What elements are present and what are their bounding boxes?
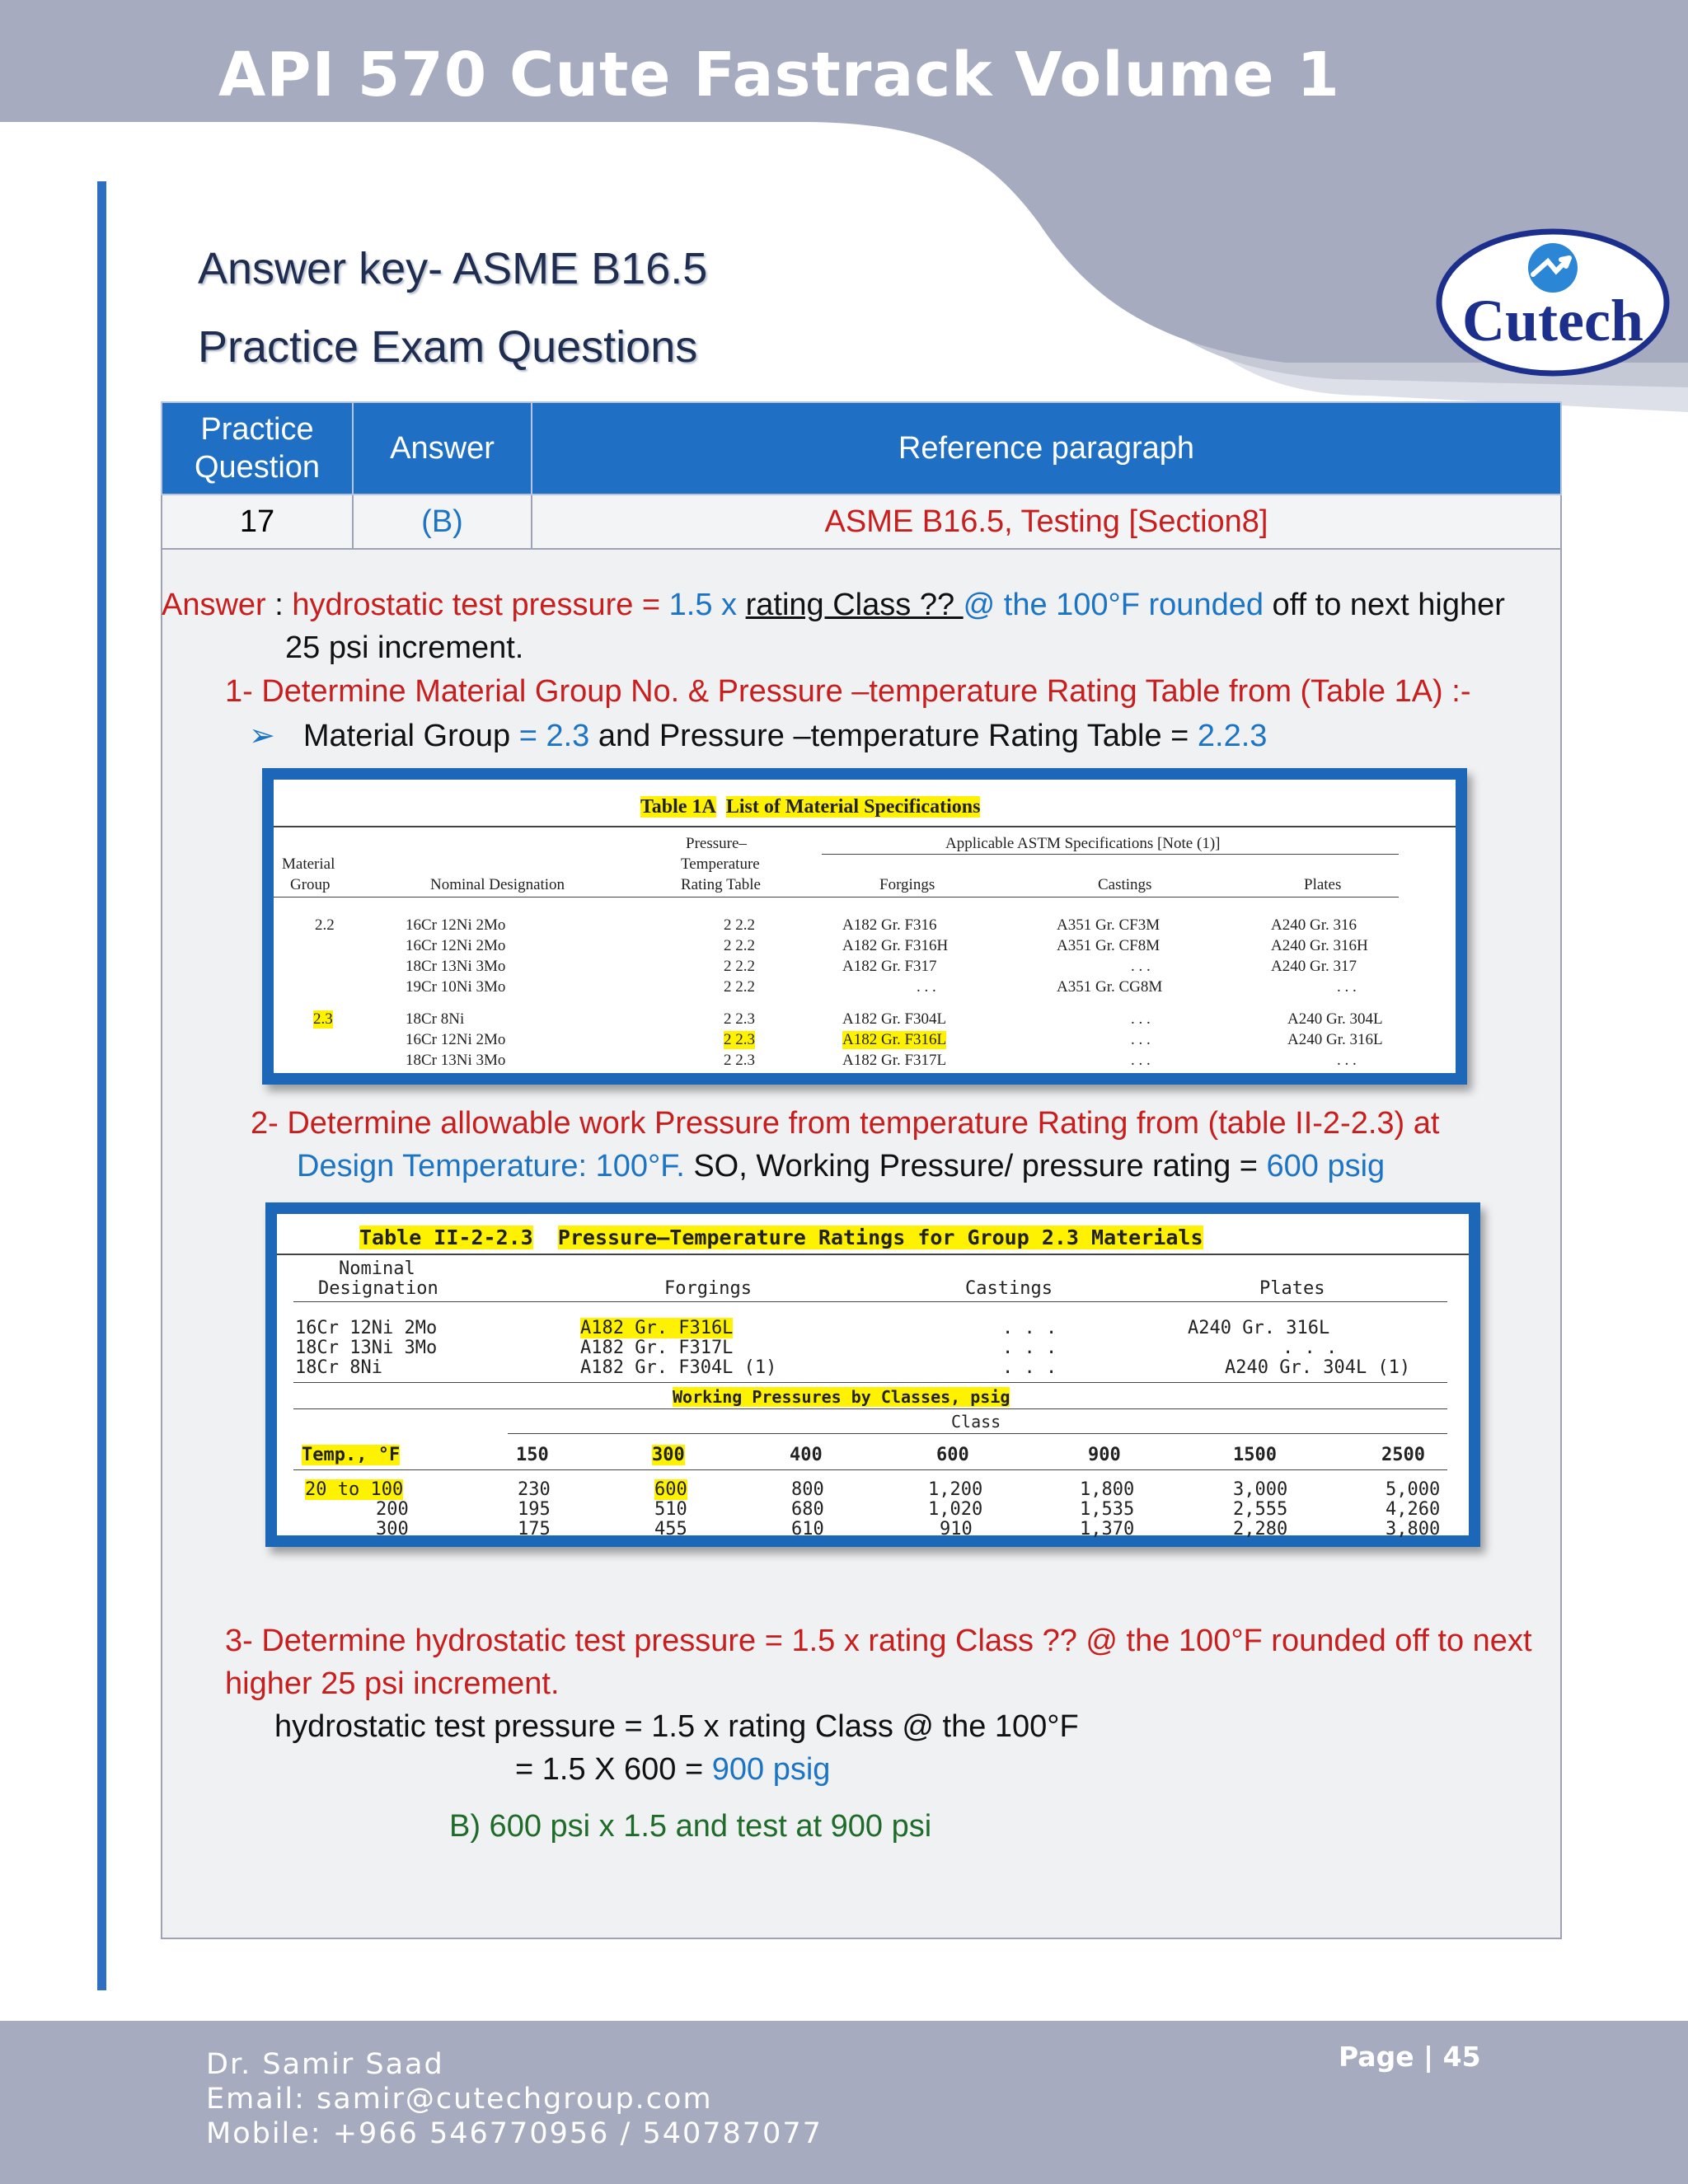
- step-2-working-pressure-label: SO, Working Pressure/ pressure rating =: [684, 1149, 1267, 1183]
- table-1a-col-astm: Applicable ASTM Specifications [Note (1)]: [945, 835, 1221, 852]
- t2-m1-forg: A182 Gr. F316L: [580, 1318, 734, 1338]
- step-1-result: [249, 717, 1267, 754]
- t2-r3-v900: 1,370: [1080, 1519, 1135, 1540]
- table-2-top-rule: [277, 1254, 1469, 1255]
- t1a-r1-table: 2 2.2: [724, 916, 755, 934]
- table-1a-title-number: Table 1A: [640, 796, 716, 818]
- t2-class-400: 400: [790, 1445, 823, 1465]
- t1a-r4-plate: . . .: [1337, 978, 1357, 996]
- t2-m3-plate: A240 Gr. 304L (1): [1225, 1357, 1411, 1378]
- t1a-r6-plate: A240 Gr. 316L: [1287, 1031, 1383, 1048]
- left-accent-bar: [97, 181, 106, 1990]
- step-1-table-value: 2.2.3: [1197, 719, 1268, 753]
- t1a-r7-cast: . . .: [1131, 1052, 1151, 1069]
- step-3-heading-line-2: higher 25 psi increment.: [225, 1666, 560, 1701]
- t2-r2-v2500: 4,260: [1386, 1499, 1441, 1520]
- t1a-r3-forg: A182 Gr. F317: [842, 958, 937, 975]
- t2-m2-cast: . . .: [1002, 1338, 1057, 1358]
- table-ii-2-2-3-image: [265, 1202, 1480, 1547]
- calc-result: 900 psig: [711, 1752, 831, 1787]
- t2-class-1500: 1500: [1233, 1445, 1277, 1465]
- table-1a-col-ptrt-3: Rating Table: [681, 876, 761, 893]
- t1a-r3-nom: 18Cr 13Ni 3Mo: [406, 958, 506, 975]
- t2-m2-forg: A182 Gr. F317L: [580, 1338, 734, 1358]
- t1a-r6-forg: A182 Gr. F316L: [842, 1031, 947, 1048]
- header-question-label: Question: [194, 450, 321, 485]
- table-2-temp-label: Temp., °F: [302, 1445, 401, 1465]
- t1a-r2-plate: A240 Gr. 316H: [1271, 937, 1368, 954]
- t1a-r4-forg: . . .: [917, 978, 936, 996]
- t2-m1-cast: . . .: [1002, 1318, 1057, 1338]
- step-1-material-group-label: Material Group: [302, 719, 519, 753]
- step-2-working-pressure-value: 600 psig: [1266, 1149, 1386, 1183]
- table-1a-title-text: List of Material Specifications: [725, 796, 981, 818]
- table-2-class-rule: [508, 1433, 1447, 1434]
- answer-table-header-row: [162, 402, 1561, 494]
- t1a-r5-cast: . . .: [1131, 1010, 1151, 1028]
- t1a-r1-forg: A182 Gr. F316: [842, 916, 937, 934]
- answer-temperature: @ the 100°F rounded: [963, 588, 1273, 622]
- table-2-col-forgings: Forgings: [664, 1278, 752, 1299]
- t2-m2-nom: 18Cr 13Ni 3Mo: [295, 1338, 438, 1358]
- table-1a-group-2-2: 2.2: [315, 916, 335, 934]
- t1a-r4-table: 2 2.2: [724, 978, 755, 996]
- t2-r1-v400: 800: [791, 1479, 824, 1500]
- t1a-r2-cast: A351 Gr. CF8M: [1057, 937, 1160, 954]
- table-2-header-rule: [293, 1301, 1447, 1302]
- table-2-title-number: Table II-2-2.3: [359, 1226, 533, 1249]
- step-1-table-label: and Pressure –temperature Rating Table =: [589, 719, 1198, 753]
- answer-rating-class: rating Class ??: [745, 588, 964, 622]
- t2-r2-v150: 195: [518, 1499, 551, 1520]
- t2-r2-v600: 1,020: [928, 1499, 983, 1520]
- calc-line-1: hydrostatic test pressure = 1.5 x rating Class @ the 100°F: [274, 1709, 1079, 1744]
- t1a-r1-nom: 16Cr 12Ni 2Mo: [406, 916, 506, 934]
- t1a-r5-nom: 18Cr 8Ni: [406, 1010, 465, 1028]
- final-answer: B) 600 psi x 1.5 and test at 900 psi: [449, 1809, 932, 1844]
- t2-r3-v1500: 2,280: [1233, 1519, 1288, 1540]
- t2-r1-v300: 600: [654, 1479, 687, 1500]
- t2-r3-v300: 455: [654, 1519, 687, 1540]
- t2-m3-nom: 18Cr 8Ni: [295, 1357, 382, 1378]
- heading-practice-exam: Practice Exam Questions: [198, 322, 698, 372]
- t2-r2-v400: 680: [791, 1499, 824, 1520]
- t1a-r3-plate: A240 Gr. 317: [1271, 958, 1357, 975]
- table-1a-title: [640, 796, 980, 818]
- step-2-heading: 2- Determine allowable work Pressure from temperature Rating from (table II-2-2.3) at: [251, 1106, 1440, 1141]
- table-1a-group-2-3: 2.3: [313, 1010, 333, 1028]
- t2-m2-plate: . . .: [1282, 1338, 1338, 1358]
- header-answer: Answer: [353, 402, 532, 494]
- answer-line-1: [162, 588, 1505, 623]
- t2-m1-plate: A240 Gr. 316L: [1188, 1318, 1330, 1338]
- table-2-col-plates: Plates: [1259, 1278, 1325, 1299]
- t2-r3-v2500: 3,800: [1386, 1519, 1441, 1540]
- calc-expression: = 1.5 X 600 =: [515, 1752, 712, 1787]
- t1a-r5-forg: A182 Gr. F304L: [842, 1010, 947, 1028]
- table-2-col-designation: Designation: [318, 1278, 438, 1299]
- bullet-arrow-icon: ➢: [249, 719, 275, 753]
- t2-m1-nom: 16Cr 12Ni 2Mo: [295, 1318, 438, 1338]
- table-1a-col-material: Material: [282, 855, 335, 873]
- t2-r2-v900: 1,535: [1080, 1499, 1135, 1520]
- table-1a-col-group: Group: [290, 876, 331, 893]
- answer-table-row: [162, 494, 1561, 549]
- cell-answer: (B): [353, 494, 532, 549]
- t1a-r3-table: 2 2.2: [724, 958, 755, 975]
- table-1a-col-plates: Plates: [1304, 876, 1342, 893]
- t2-r3-v150: 175: [518, 1519, 551, 1540]
- t2-r1-v150: 230: [518, 1479, 551, 1500]
- table-1a-col-nominal: Nominal Designation: [430, 876, 565, 893]
- header-practice-question: [162, 402, 353, 494]
- cutech-logo: [1436, 227, 1671, 379]
- answer-formula-start: hydrostatic test pressure =: [292, 588, 669, 622]
- calc-line-2: [515, 1752, 830, 1788]
- table-2-materials-rule: [293, 1382, 1447, 1383]
- t2-r3-v400: 610: [791, 1519, 824, 1540]
- t2-r3-v600: 910: [940, 1519, 973, 1540]
- table-1a-image: [262, 768, 1467, 1085]
- cell-question-number: 17: [162, 494, 353, 549]
- t1a-r2-forg: A182 Gr. F316H: [842, 937, 949, 954]
- t2-r3-temp: 300: [376, 1519, 409, 1540]
- table-2-class-label: Class: [951, 1412, 1001, 1432]
- table-2-working-pressures-title: Working Pressures by Classes, psig: [673, 1387, 1010, 1407]
- t1a-r5-table: 2 2.3: [724, 1010, 755, 1028]
- step-2-result: [297, 1149, 1385, 1184]
- step-2-design-temperature: Design Temperature: 100°F.: [297, 1149, 685, 1183]
- t2-r1-v900: 1,800: [1080, 1479, 1135, 1500]
- t1a-r1-cast: A351 Gr. CF3M: [1057, 916, 1160, 934]
- answer-line-2: 25 psi increment.: [285, 630, 524, 665]
- logo-text: Cutech: [1462, 288, 1643, 354]
- t1a-r2-nom: 16Cr 12Ni 2Mo: [406, 937, 506, 954]
- answer-separator: :: [265, 588, 293, 622]
- t1a-r2-table: 2 2.2: [724, 937, 755, 954]
- heading-answer-key: Answer key- ASME B16.5: [198, 244, 708, 293]
- footer-email: Email: samir@cutechgroup.com: [206, 2083, 713, 2116]
- t2-class-2500: 2500: [1381, 1445, 1425, 1465]
- footer-mobile: Mobile: +966 546770956 / 540787077: [206, 2117, 823, 2150]
- table-1a-col-ptrt-2: Temperature: [681, 855, 760, 873]
- table-2-col-nominal: Nominal: [339, 1258, 415, 1279]
- step-1-material-group-value: = 2.3: [518, 719, 590, 753]
- t2-class-900: 900: [1088, 1445, 1121, 1465]
- t1a-r4-cast: A351 Gr. CG8M: [1057, 978, 1163, 996]
- table-2-working-rule: [293, 1408, 1447, 1409]
- table-1a-col-forgings: Forgings: [879, 876, 935, 893]
- answer-factor: 1.5 x: [668, 588, 746, 622]
- t2-r2-v1500: 2,555: [1233, 1499, 1288, 1520]
- table-2-class-header-rule: [293, 1469, 1447, 1470]
- t2-r2-temp: 200: [376, 1499, 409, 1520]
- t2-r1-v2500: 5,000: [1386, 1479, 1441, 1500]
- table-2-title: [359, 1226, 1203, 1249]
- table-1a-col-ptrt-1: Pressure–: [686, 835, 747, 852]
- header-reference-paragraph: Reference paragraph: [532, 402, 1561, 494]
- t1a-r4-nom: 19Cr 10Ni 3Mo: [406, 978, 506, 996]
- footer-author: Dr. Samir Saad: [206, 2048, 444, 2081]
- t2-r2-v300: 510: [654, 1499, 687, 1520]
- t1a-r7-plate: . . .: [1337, 1052, 1357, 1069]
- header-practice-label: Practice: [200, 412, 314, 447]
- t2-r1-temp: 20 to 100: [305, 1479, 404, 1500]
- t1a-r7-forg: A182 Gr. F317L: [842, 1052, 947, 1069]
- t2-m3-cast: . . .: [1002, 1357, 1057, 1378]
- t2-r1-v1500: 3,000: [1233, 1479, 1288, 1500]
- t1a-r7-nom: 18Cr 13Ni 3Mo: [406, 1052, 506, 1069]
- t1a-r1-plate: A240 Gr. 316: [1271, 916, 1357, 934]
- document-title: API 570 Cute Fastrack Volume 1: [218, 40, 1340, 110]
- answer-table: [161, 401, 1562, 550]
- t1a-r7-table: 2 2.3: [724, 1052, 755, 1069]
- table-1a-astm-rule: [822, 854, 1399, 855]
- page-number: Page | 45: [1339, 2041, 1481, 2073]
- t1a-r6-nom: 16Cr 12Ni 2Mo: [406, 1031, 506, 1048]
- table-1a-top-rule: [274, 826, 1456, 827]
- table-2-title-text: Pressure–Temperature Ratings for Group 2.3 Materials: [557, 1226, 1203, 1249]
- t1a-r3-cast: . . .: [1131, 958, 1151, 975]
- t1a-r6-table: 2 2.3: [724, 1031, 755, 1048]
- step-3-heading-line-1: 3- Determine hydrostatic test pressure = 1.5 x rating Class ?? @ the 100°F rounded off to next: [225, 1624, 1532, 1658]
- t2-class-600: 600: [936, 1445, 969, 1465]
- table-1a-header-rule: [274, 897, 1399, 898]
- cell-reference: ASME B16.5, Testing [Section8]: [532, 494, 1561, 549]
- answer-rounding: off to next higher: [1272, 588, 1505, 622]
- t2-class-150: 150: [516, 1445, 549, 1465]
- t2-class-300: 300: [652, 1445, 685, 1465]
- t2-m3-forg: A182 Gr. F304L (1): [580, 1357, 777, 1378]
- step-1-heading: 1- Determine Material Group No. & Pressure –temperature Rating Table from (Table 1A) :-: [225, 674, 1471, 709]
- t1a-r5-plate: A240 Gr. 304L: [1287, 1010, 1383, 1028]
- table-2-col-castings: Castings: [965, 1278, 1053, 1299]
- t1a-r6-cast: . . .: [1131, 1031, 1151, 1048]
- answer-label: Answer: [162, 588, 266, 622]
- t2-r1-v600: 1,200: [928, 1479, 983, 1500]
- table-1a-col-castings: Castings: [1098, 876, 1152, 893]
